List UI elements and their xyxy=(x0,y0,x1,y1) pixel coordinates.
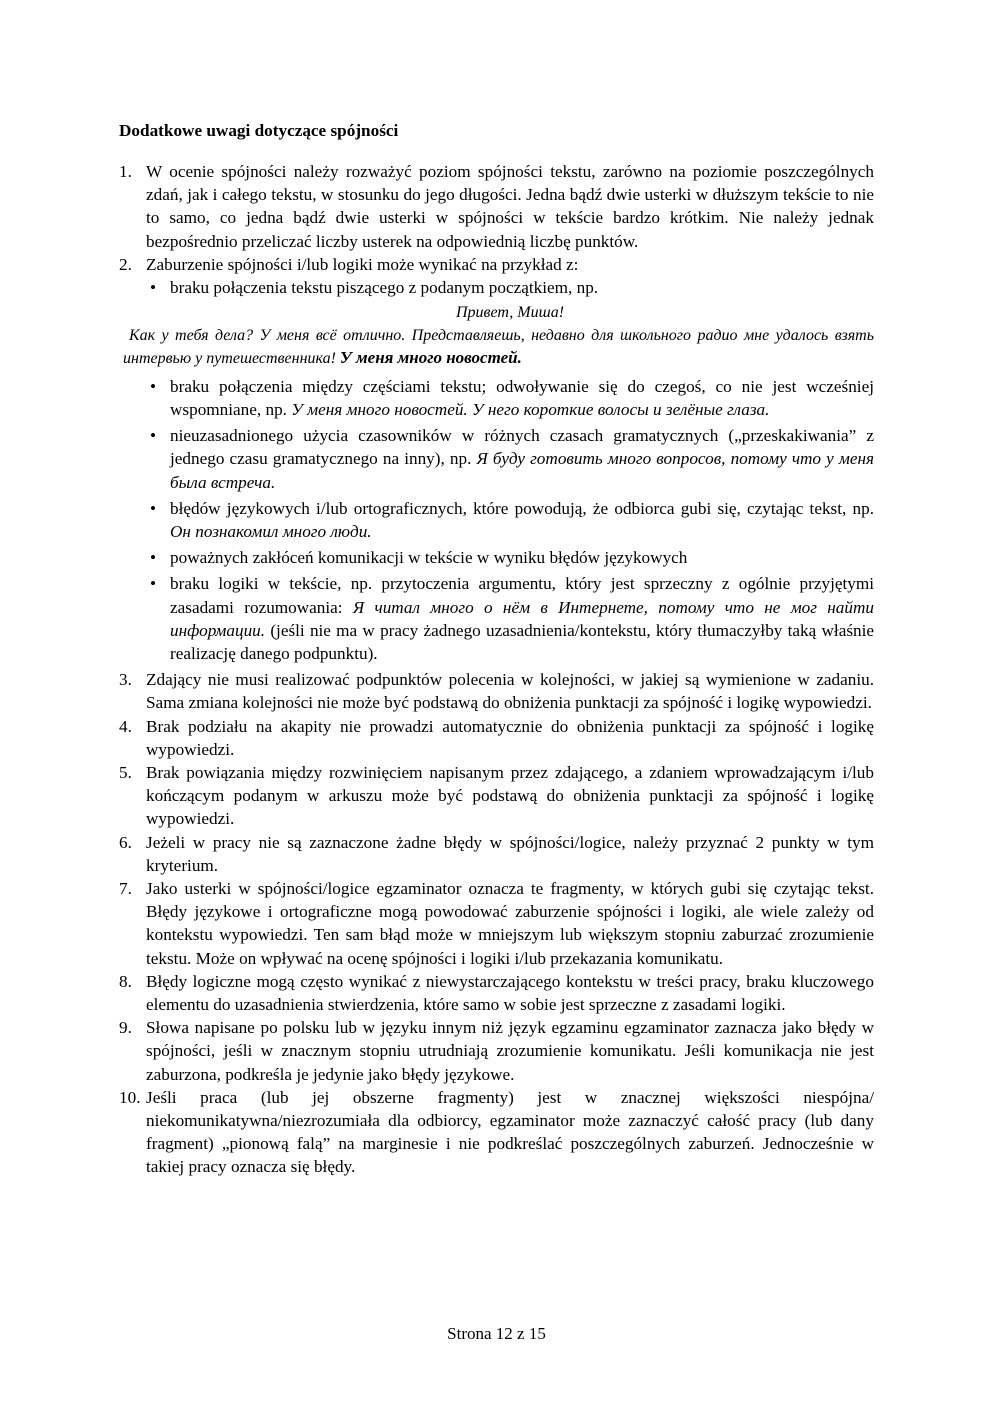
item-number: 3. xyxy=(119,670,132,690)
item-text: Zdający nie musi realizować podpunktów polecenia w kolejności, w jakiej są wymienione w zadaniu. Sama zmiana kolejności nie może być podstawą do obniżenia punktacji za spójność i logikę wypowiedzi. xyxy=(146,670,874,713)
sub-bullet-list xyxy=(146,375,874,665)
bullet-item xyxy=(146,572,874,665)
list-item xyxy=(119,761,874,831)
example-body xyxy=(123,325,874,371)
item-text: Jeśli praca (lub jej obszerne fragmenty) jest w znacznej większości niespójna/ niekomunikatywna/niezrozumiała dla odbiorcy, egzaminator może zaznaczyć całość pracy (lub dany fragment) „pionową falą” na marginesie i nie podkreślać poszczególnych zaburzeń. Jednocześnie w takiej pracy oznacza się błędy. xyxy=(146,1087,874,1177)
russian-example: Я читал много о нём в Интернете, потому что не мог найти информации. xyxy=(170,597,874,640)
list-item xyxy=(119,160,874,253)
notes-list-continued xyxy=(119,375,874,1179)
item-number: 6. xyxy=(119,832,132,852)
list-item xyxy=(119,970,874,1016)
item-number: 10. xyxy=(119,1087,141,1107)
list-item xyxy=(119,253,874,299)
list-item xyxy=(119,1086,874,1179)
bullet-item xyxy=(146,276,874,299)
item-text: W ocenie spójności należy rozważyć poziom spójności tekstu, zarówno na poziomie poszczególnych zdań, jak i całego tekstu, w stosunku do jego długości. Jedna bądź dwie usterki w dłuższym tekście to nie to samo, co jedna bądź dwie usterki w spójności w tekście bardzo krótkim. Nie należy jednak bezpośrednio przeliczać liczby usterek na odpowiednią liczbę punktów. xyxy=(146,162,874,251)
item-text: Jeżeli w pracy nie są zaznaczone żadne błędy w spójności/logice, należy przyznać 2 punkty w tym kryterium. xyxy=(146,832,874,875)
list-item xyxy=(119,668,874,714)
bullet-text: nieuzasadnionego użycia czasowników w różnych czasach gramatycznych („przeskakiwania” z jednego czasu gramatycznego na inny), np. xyxy=(170,426,874,469)
item-number: 9. xyxy=(119,1018,132,1038)
item-number: 5. xyxy=(119,762,132,782)
item-text: Jako usterki w spójności/logice egzaminator oznacza te fragmenty, w których gubi się czytając tekst. Błędy językowe i ortograficzne mogą powodować zaburzenie spójności i logiki, ale wiele zależy od kontekstu wypowiedzi. Ten sam błąd może w mniejszym lub większym stopniu zaburzać zrozumienie tekstu. Może on wpływać na ocenę spójności i logiki i/lub przekazania komunikatu. xyxy=(146,878,874,968)
item-text: Zaburzenie spójności i/lub logiki może wynikać na przykład z: xyxy=(146,254,579,274)
bullet-text: poważnych zakłóceń komunikacji w tekście w wyniku błędów językowych xyxy=(170,548,688,568)
section-heading: Dodatkowe uwagi dotyczące spójności xyxy=(119,121,399,140)
notes-list xyxy=(119,160,874,299)
page-content xyxy=(119,119,874,1179)
item-text: Brak powiązania między rozwinięciem napisanym przez zdającego, a zdaniem wprowadzającym i/lub kończącym podanym w arkuszu może być podstawą do obniżenia punktacji za spójność i logikę wypowiedzi. xyxy=(146,762,874,829)
list-item xyxy=(119,831,874,877)
example-sentence: Как у тебя дела? У меня всё отлично. Представляешь, недавно для школьного радио мне удалось взять интервью у путешественника! xyxy=(123,326,874,368)
example-bold-sentence: У меня много новостей. xyxy=(339,348,522,368)
list-item xyxy=(119,375,874,665)
list-item xyxy=(119,715,874,761)
list-item xyxy=(119,877,874,970)
item-number: 1. xyxy=(119,162,132,181)
bullet-text: braku połączenia tekstu piszącego z podanym początkiem, np. xyxy=(170,278,599,298)
example-text-block xyxy=(123,302,874,371)
bullet-item xyxy=(146,497,874,543)
item-text: Błędy logiczne mogą często wynikać z niewystarczającego kontekstu w treści pracy, braku kluczowego elementu do uzasadnienia stwierdzenia, które samo w sobie jest sprzeczne z zasadami logiki. xyxy=(146,971,874,1014)
bullet-item xyxy=(146,546,874,569)
bullet-text-tail: (jeśli nie ma w pracy żadnego uzasadnienia/kontekstu, który tłumaczyłby taką właśnie realizację danego podpunktu). xyxy=(170,620,875,663)
russian-example: У меня много новостей. У него короткие волосы и зелёные глаза. xyxy=(291,399,770,419)
sub-bullet-list xyxy=(146,276,874,299)
russian-example: Он познакомил много люди. xyxy=(170,521,372,541)
item-text: Słowa napisane po polsku lub w języku innym niż język egzaminu egzaminator zaznacza jako błędy w spójności, jeśli w znacznym stopniu utrudniają zrozumienie komunikatu. Jeśli komunikacja nie jest zaburzona, podkreśla je jedynie jako błędy językowe. xyxy=(146,1018,874,1084)
item-number: 7. xyxy=(119,878,132,898)
item-number: 4. xyxy=(119,716,132,736)
list-item xyxy=(119,1016,874,1086)
item-text: Brak podziału na akapity nie prowadzi automatycznie do obniżenia punktacji za spójność i logikę wypowiedzi. xyxy=(146,716,874,759)
page-footer: Strona 12 z 15 xyxy=(447,1324,546,1343)
bullet-text: braku połączenia między częściami tekstu; odwoływanie się do czegoś, co nie jest wcześniej wspomniane, np. xyxy=(170,376,874,419)
item-number: 2. xyxy=(119,254,132,274)
bullet-text: braku logiki w tekście, np. przytoczenia argumentu, który jest sprzeczny z ogólnie przyjętymi zasadami rozumowania: xyxy=(170,574,874,617)
bullet-item xyxy=(146,424,874,494)
bullet-text: błędów językowych i/lub ortograficznych, które powodują, że odbiorca gubi się, czytając tekst, np. xyxy=(170,498,874,518)
bullet-item xyxy=(146,375,874,421)
item-number: 8. xyxy=(119,971,132,991)
russian-example: Я буду готовить много вопросов, потому что у меня была встреча. xyxy=(170,449,874,492)
example-greeting: Привет, Миша! xyxy=(455,304,565,322)
